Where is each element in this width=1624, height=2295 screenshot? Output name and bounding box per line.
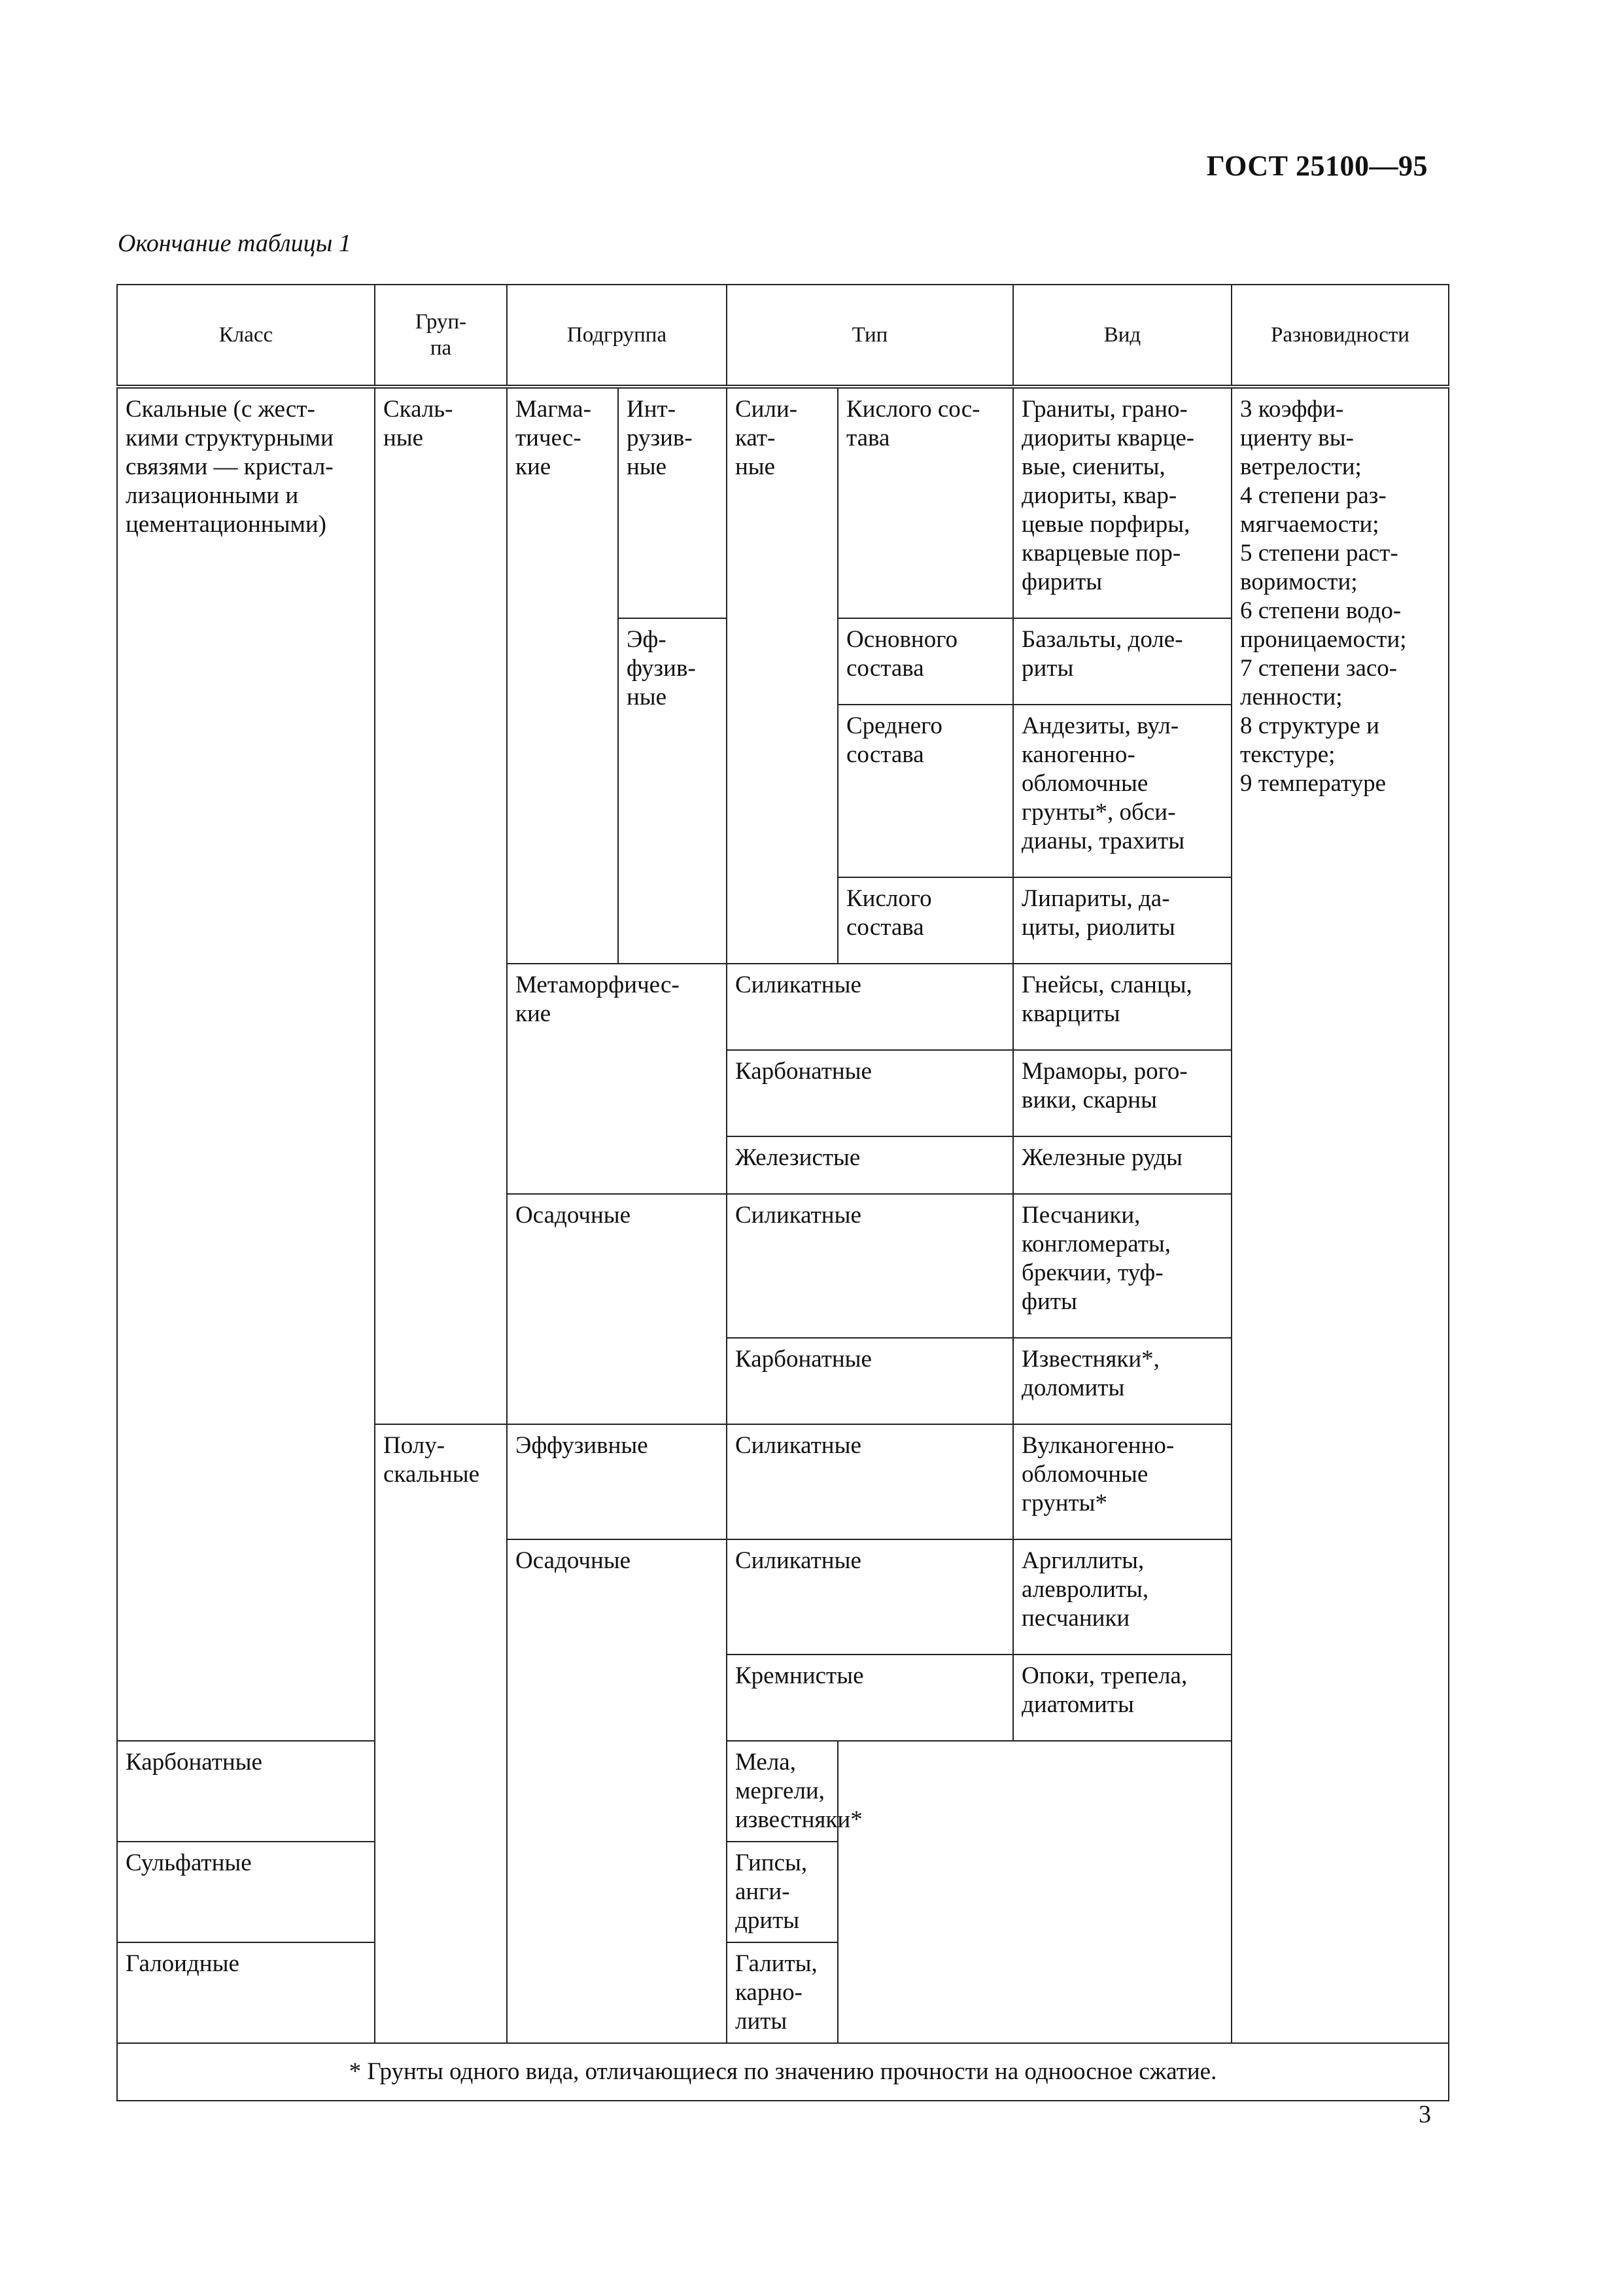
page-number: 3 [1419,2101,1431,2128]
type-haloid: Галоидные [117,1942,507,2043]
subgroup-effusive-semirocky: Эффузивные [507,1424,727,1539]
kind-halites: Галиты, карно- литы [727,1942,838,2043]
table-footnote: * Грунты одного вида, отличающиеся по значению прочности на одноосное сжатие. [117,2043,1449,2101]
kind-volcanogenic: Вулканогенно- обломочные грунты* [1013,1424,1232,1539]
column-header-varieties: Разновидности [1232,285,1449,387]
soil-classification-table [116,284,1449,2101]
column-header-class: Класс [117,285,375,387]
kind-chalks: Мела, мергели, известняки* [727,1741,838,1842]
subgroup-intrusive: Инт- рузив- ные [618,387,727,618]
type-basic-composition: Основного состава [838,618,1013,705]
kind-liparites: Липариты, да- циты, риолиты [1013,877,1232,964]
type-sulfate: Сульфатные [117,1842,507,1942]
kind-gneisses: Гнейсы, сланцы, кварциты [1013,964,1232,1050]
kind-marbles: Мраморы, рого- вики, скарны [1013,1050,1232,1136]
type-acid-composition-2: Кислого состава [838,877,1013,964]
type-silicate-sedimentary: Силикатные [727,1194,1013,1338]
kind-granites: Граниты, грано- диориты кварце- вые, сиениты, диориты, квар- цевые порфиры, кварцевые пор- фириты [1013,387,1232,618]
varieties-list: 3 коэффи- циенту вы- ветрелости; 4 степени раз- мягчаемости; 5 степени раст- воримости; 6 степени водо- проницаемости; 7 степени засо- ленности; 8 структуре и текстуре; 9 температуре [1232,387,1449,2043]
column-header-subgroup: Подгруппа [507,285,727,387]
kind-limestones: Известняки*, доломиты [1013,1338,1232,1424]
type-silicate-magmatic: Сили- кат- ные [727,387,838,964]
subgroup-sedimentary-semirocky: Осадочные [507,1539,727,2043]
type-siliceous: Кремнистые [727,1655,1013,1741]
document-code: ГОСТ 25100—95 [1206,150,1428,182]
group-rocky: Скаль- ные [375,387,507,1424]
type-silicate-semirocky: Силикатные [727,1539,1013,1655]
kind-sandstones: Песчаники, конгломераты, брекчии, туф- фиты [1013,1194,1232,1338]
kind-basalts: Базальты, доле- риты [1013,618,1232,705]
kind-iron-ores: Железные руды [1013,1136,1232,1194]
type-silicate-effusive: Силикатные [727,1424,1013,1539]
subgroup-effusive: Эф- фузив- ные [618,618,727,964]
table-header-row [117,285,1449,387]
type-carbonate-sedimentary: Карбонатные [727,1338,1013,1424]
type-medium-composition: Среднего состава [838,705,1013,877]
kind-argillites: Аргиллиты, алевролиты, песчаники [1013,1539,1232,1655]
type-carbonate-metamorphic: Карбонатные [727,1050,1013,1136]
column-header-kind: Вид [1013,285,1232,387]
kind-andesites: Андезиты, вул- каногенно- обломочные грунты*, обси- дианы, трахиты [1013,705,1232,877]
column-header-type: Тип [727,285,1013,387]
kind-gypsums: Гипсы, анги- дриты [727,1842,838,1942]
subgroup-magmatic: Магма- тичес- кие [507,387,618,964]
subgroup-metamorphic: Метаморфичес- кие [507,964,727,1194]
group-semirocky: Полу- скальные [375,1424,507,2043]
kind-opokas: Опоки, трепела, диатомиты [1013,1655,1232,1741]
type-silicate-metamorphic: Силикатные [727,964,1013,1050]
column-header-group: Груп- па [375,285,507,387]
type-carbonate-semirocky: Карбонатные [117,1741,507,1842]
type-ferrous: Железистые [727,1136,1013,1194]
type-acid-composition: Кислого сос- тава [838,387,1013,618]
table-caption: Окончание таблицы 1 [118,230,351,257]
class-rocky: Скальные (с жест- кими структурными связями — кристал- лизационными и цементационными) [117,387,375,1741]
subgroup-sedimentary-rocky: Осадочные [507,1194,727,1424]
